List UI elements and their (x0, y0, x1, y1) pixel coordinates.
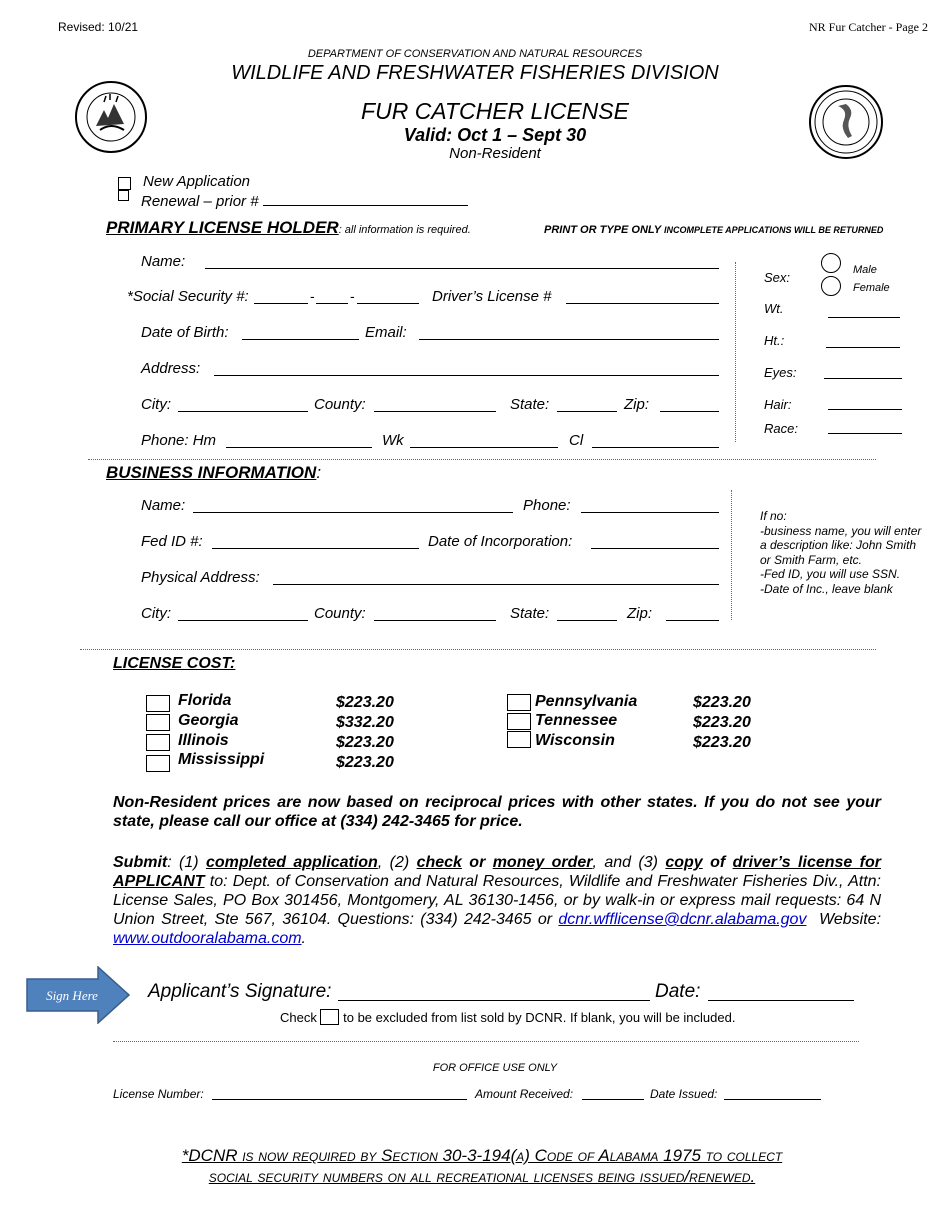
section-divider (88, 459, 876, 460)
footer-line-2: social security numbers on all recreational licenses being issued/renewed. (208, 1167, 756, 1186)
revised-date: Revised: 10/21 (58, 20, 139, 34)
state-label: State: (510, 396, 550, 413)
primary-heading: PRIMARY LICENSE HOLDER: all information is required. (106, 218, 471, 237)
city-label: City: (141, 396, 171, 413)
business-county-input[interactable] (374, 620, 496, 621)
address-input[interactable] (214, 375, 719, 376)
pennsylvania-checkbox[interactable] (507, 694, 531, 711)
tennessee-price: $223.20 (693, 714, 751, 731)
florida-price: $223.20 (336, 694, 394, 711)
florida-checkbox[interactable] (146, 695, 170, 712)
illinois-label: Illinois (178, 732, 229, 749)
dob-input[interactable] (242, 339, 359, 340)
page-number: NR Fur Catcher - Page 2 (809, 20, 928, 34)
physical-divider (735, 262, 736, 442)
footer-line-1: *DCNR is now required by Section 30-3-194(a) Code of Alabama 1975 to collect (181, 1146, 783, 1165)
amount-input[interactable] (582, 1099, 644, 1100)
business-note-divider (731, 490, 732, 620)
illinois-checkbox[interactable] (146, 734, 170, 751)
license-number-label: License Number: (113, 1087, 204, 1101)
prior-number-input[interactable] (263, 191, 468, 206)
phone-work-label: Wk (382, 432, 404, 449)
business-city-label: City: (141, 605, 171, 622)
date-issued-input[interactable] (724, 1099, 821, 1100)
phone-home-label: Phone: Hm (141, 432, 217, 449)
wisconsin-label: Wisconsin (535, 732, 615, 749)
primary-name-input[interactable] (205, 268, 719, 269)
sign-here-arrow (26, 966, 130, 1024)
height-label: Ht.: (764, 333, 785, 348)
drivers-license-label: Driver’s License # (432, 288, 552, 305)
business-heading: BUSINESS INFORMATION: (106, 463, 322, 482)
phone-cell-label: Cl (569, 432, 584, 449)
business-name-input[interactable] (193, 512, 513, 513)
county-label: County: (314, 396, 366, 413)
business-zip-label: Zip: (627, 605, 653, 622)
wisconsin-price: $223.20 (693, 734, 751, 751)
female-label: Female (853, 282, 890, 294)
signature-date-label: Date: (655, 981, 701, 1002)
address-label: Address: (141, 360, 201, 377)
ssn-part3-input[interactable] (357, 303, 419, 304)
hair-input[interactable] (828, 409, 902, 410)
state-input[interactable] (557, 411, 617, 412)
height-input[interactable] (826, 347, 900, 348)
business-county-label: County: (314, 605, 366, 622)
department-name: DEPARTMENT OF CONSERVATION AND NATURAL RESOURCES (307, 48, 643, 60)
hair-label: Hair: (764, 397, 792, 412)
phone-work-input[interactable] (410, 447, 558, 448)
fed-id-input[interactable] (212, 548, 419, 549)
valid-period: Valid: Oct 1 – Sept 30 (403, 125, 587, 145)
primary-name-row: Name: (141, 253, 186, 270)
wildlife-division-seal (74, 80, 148, 154)
website-link[interactable]: www.outdooralabama.com (113, 930, 302, 947)
exclude-row: Check to be excluded from list sold by DCNR. If blank, you will be included. (280, 1010, 736, 1025)
print-notice: PRINT OR TYPE ONLY INCOMPLETE APPLICATIONS WILL BE RETURNED (544, 224, 884, 236)
business-phone-label: Phone: (523, 497, 571, 514)
email-input[interactable] (419, 339, 719, 340)
eyes-input[interactable] (824, 378, 902, 379)
date-issued-label: Date Issued: (650, 1087, 718, 1101)
male-radio[interactable] (821, 253, 841, 273)
florida-label: Florida (178, 692, 232, 709)
sign-here-text: Sign Here (46, 988, 98, 1003)
incorporation-input[interactable] (591, 548, 719, 549)
weight-input[interactable] (828, 317, 900, 318)
physical-address-input[interactable] (273, 584, 719, 585)
illinois-price: $223.20 (336, 734, 394, 751)
business-city-input[interactable] (178, 620, 308, 621)
phone-home-input[interactable] (226, 447, 372, 448)
reciprocal-notice: Non-Resident prices are now based on reciprocal prices with other states. If you do not see your state, please call our office at (334) 242-3465 for price. (113, 794, 881, 830)
license-cost-heading: LICENSE COST: (113, 655, 236, 672)
phone-cell-input[interactable] (592, 447, 719, 448)
physical-address-label: Physical Address: (141, 569, 260, 586)
mississippi-checkbox[interactable] (146, 755, 170, 772)
alabama-great-seal (808, 84, 884, 160)
pennsylvania-price: $223.20 (693, 694, 751, 711)
tennessee-label: Tennessee (535, 712, 618, 729)
submit-instructions: Submit: (1) completed application, (2) check or money order, and (3) copy of driver’s license for APPLICANT to: Dept. of Conservation and Natural Resources, Wildlife and Freshwater Fisheries Div., Attn: License Sales, PO Box 301456, Montgomery, AL 36130-1456, or by walk-in or express mail requests: 64 N Union Street, Ste 567, 36104. Questions: (334) 242-3465 or dcnr.wfflicense@dcnr.alabama.gov Website: www.outdooralabama.com. (113, 854, 882, 947)
georgia-price: $332.20 (336, 714, 394, 731)
amount-label: Amount Received: (475, 1087, 574, 1101)
business-phone-input[interactable] (581, 512, 719, 513)
pennsylvania-label: Pennsylvania (535, 693, 638, 710)
residency: Non-Resident (449, 145, 541, 162)
zip-input[interactable] (660, 411, 719, 412)
form-title: FUR CATCHER LICENSE (361, 98, 629, 124)
drivers-license-input[interactable] (566, 303, 719, 304)
new-application-label: New Application (143, 173, 250, 190)
email-link[interactable]: dcnr.wfflicense@dcnr.alabama.gov (558, 911, 807, 928)
ssn-label: *Social Security #: (127, 288, 249, 305)
georgia-label: Georgia (178, 712, 239, 729)
fed-id-label: Fed ID #: (141, 533, 203, 550)
renewal-checkbox[interactable] (118, 190, 129, 201)
zip-label: Zip: (624, 396, 650, 413)
email-label: Email: (365, 324, 407, 341)
race-label: Race: (764, 421, 798, 436)
ssn-part2-input[interactable] (316, 303, 348, 304)
new-application-checkbox[interactable] (118, 177, 131, 190)
license-number-input[interactable] (212, 1099, 467, 1100)
sex-label: Sex: (764, 270, 791, 285)
mississippi-price: $223.20 (336, 754, 394, 771)
county-input[interactable] (374, 411, 496, 412)
exclude-checkbox[interactable] (320, 1009, 339, 1025)
dob-label: Date of Birth: (141, 324, 229, 341)
signature-input[interactable] (338, 1000, 650, 1001)
business-note: If no: -business name, you will enter a description like: John Smith or Smith Farm, etc. -Fed ID, you will use SSN. -Date of Inc., leave blank (760, 509, 922, 596)
office-heading: FOR OFFICE USE ONLY (432, 1062, 558, 1074)
georgia-checkbox[interactable] (146, 714, 170, 731)
cost-divider (80, 649, 876, 650)
business-state-input[interactable] (557, 620, 617, 621)
weight-label: Wt. (764, 301, 784, 316)
female-radio[interactable] (821, 276, 841, 296)
renewal-label: Renewal – prior # (141, 191, 468, 210)
division-name: WILDLIFE AND FRESHWATER FISHERIES DIVISION (231, 62, 719, 84)
mississippi-label: Mississippi (178, 751, 265, 768)
male-label: Male (853, 264, 877, 276)
race-input[interactable] (828, 433, 902, 434)
tennessee-checkbox[interactable] (507, 713, 531, 730)
eyes-label: Eyes: (764, 365, 797, 380)
office-divider (113, 1041, 859, 1042)
business-state-label: State: (510, 605, 550, 622)
city-input[interactable] (178, 411, 308, 412)
incorporation-label: Date of Incorporation: (428, 533, 573, 550)
signature-label: Applicant’s Signature: (148, 981, 332, 1002)
wisconsin-checkbox[interactable] (507, 731, 531, 748)
signature-date-input[interactable] (708, 1000, 854, 1001)
business-zip-input[interactable] (666, 620, 719, 621)
ssn-part1-input[interactable] (254, 303, 308, 304)
business-name-label: Name: (141, 497, 186, 514)
